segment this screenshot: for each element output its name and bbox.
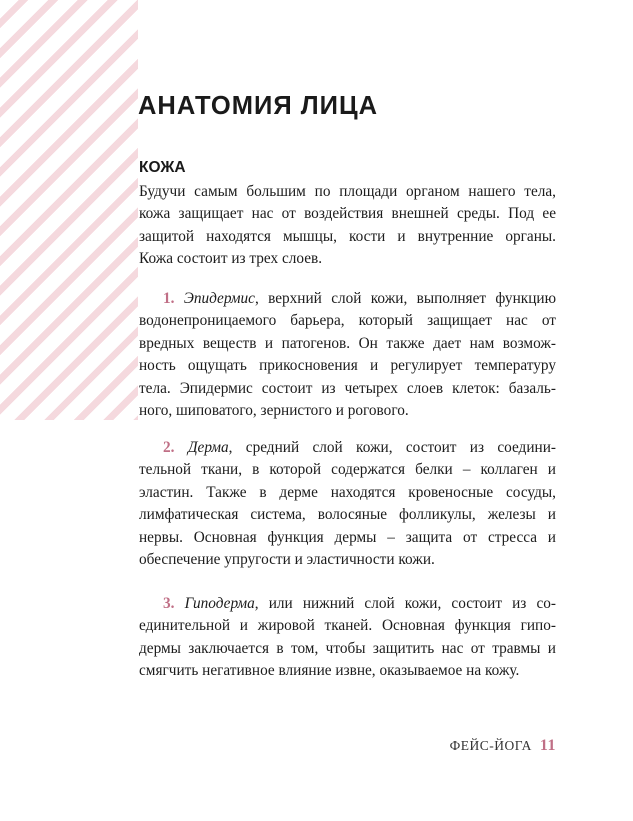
text-line: тела. Эпидермис состоит из четырех слоев клеток: базаль- bbox=[139, 379, 556, 397]
intro-paragraph bbox=[139, 181, 556, 271]
text-line: ность ощущать прикосновения и регулирует температуру bbox=[139, 357, 556, 375]
page-number: 11 bbox=[539, 737, 556, 754]
text-line: дермы заключается в том, чтобы защитить нас от травмы и bbox=[139, 639, 556, 657]
item-number: 2. bbox=[163, 439, 175, 456]
text-line bbox=[139, 288, 556, 310]
text-line: водонепроницаемого барьера, который защищает нас от bbox=[139, 312, 556, 330]
layer-paragraph-epidermis bbox=[139, 288, 556, 422]
item-term: Дерма bbox=[187, 439, 229, 456]
text-line: нервы. Основная функция дермы – защита от стресса и bbox=[139, 528, 556, 546]
item-text: , средний слой кожи, состоит из соедини- bbox=[228, 439, 556, 456]
text-line bbox=[139, 437, 556, 459]
text-line: вредных веществ и патогенов. Он также дает нам возмож- bbox=[139, 334, 556, 352]
text-line: эластин. Также в дерме находятся кровеносные сосуды, bbox=[139, 483, 556, 501]
item-term: Гиподерма bbox=[184, 595, 255, 612]
item-text: , или нижний слой кожи, состоит из со- bbox=[254, 595, 556, 612]
text-line: ного, шиповатого, зернистого и рогового. bbox=[139, 402, 409, 420]
text-line: единительной и жировой тканей. Основная функция гипо- bbox=[139, 617, 556, 635]
text-line bbox=[139, 593, 556, 615]
text-line: тельной ткани, в которой содержатся белки – коллаген и bbox=[139, 461, 556, 479]
item-term: Эпидермис bbox=[183, 290, 255, 307]
text-line: лимфатическая система, волосяные фолликулы, железы и bbox=[139, 506, 556, 524]
layer-paragraph-dermis bbox=[139, 437, 556, 571]
running-title: ФЕЙС-ЙОГА bbox=[449, 738, 532, 753]
layer-paragraph-hypodermis bbox=[139, 593, 556, 683]
text-line: обеспечение упругости и эластичности кожи. bbox=[139, 551, 435, 569]
item-number: 1. bbox=[163, 290, 175, 307]
item-text: , верхний слой кожи, выполняет функцию bbox=[254, 290, 556, 307]
section-title: КОЖА bbox=[139, 159, 186, 176]
item-number: 3. bbox=[163, 595, 175, 612]
text-line: защитой находятся мышцы, кости и внутренние органы. bbox=[139, 227, 556, 245]
text-line: смягчить негативное влияние извне, оказываемое на кожу. bbox=[139, 662, 520, 680]
text-line: Кожа состоит из трех слоев. bbox=[139, 250, 323, 268]
text-line: кожа защищает нас от воздействия внешней среды. Под ее bbox=[139, 205, 556, 223]
page-footer bbox=[450, 737, 556, 755]
page-title: АНАТОМИЯ ЛИЦА bbox=[138, 92, 378, 120]
text-line: Будучи самым большим по площади органом нашего тела, bbox=[139, 183, 556, 200]
